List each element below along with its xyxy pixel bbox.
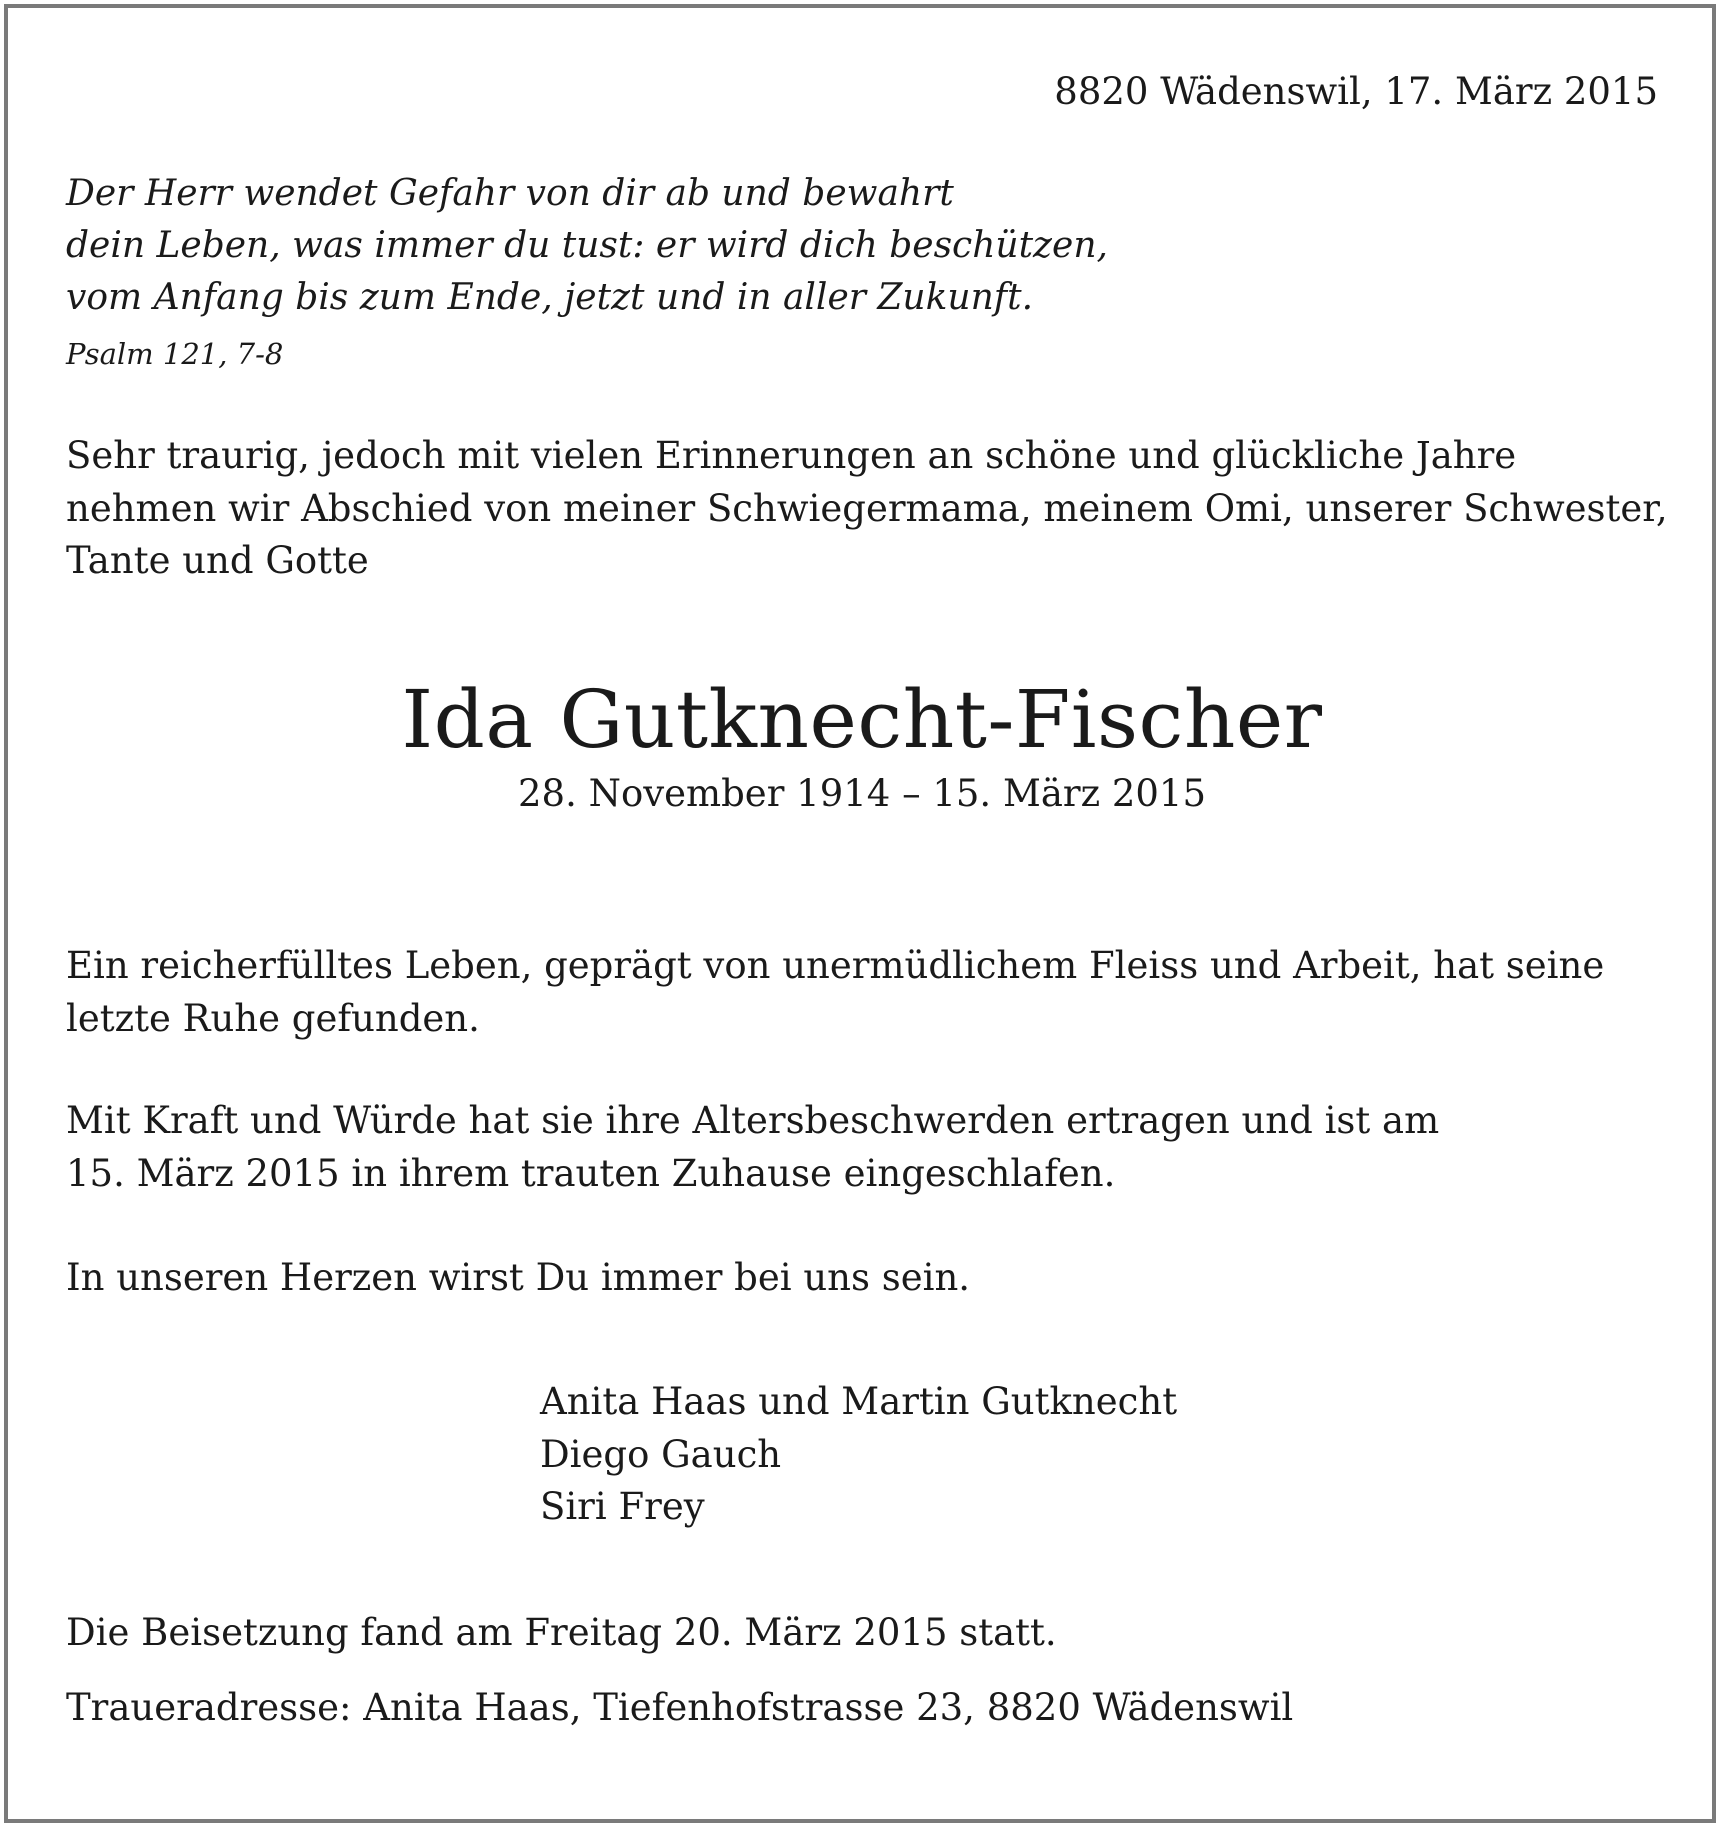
body-paragraph-3: In unseren Herzen wirst Du immer bei uns sein. bbox=[66, 1256, 971, 1299]
bible-verse bbox=[66, 168, 1108, 324]
deceased-name: Ida Gutknecht-Fischer bbox=[401, 673, 1323, 766]
verse-line: dein Leben, was immer du tust: er wird dich beschützen, bbox=[66, 225, 1108, 266]
verse-source: Psalm 121, 7-8 bbox=[66, 337, 284, 371]
intro-line: nehmen wir Abschied von meiner Schwiegermama, meinem Omi, unserer Schwester, bbox=[66, 486, 1668, 530]
signers-list bbox=[540, 1376, 1177, 1534]
verse-line: Der Herr wendet Gefahr von dir ab und bewahrt bbox=[66, 173, 954, 214]
dateline: 8820 Wädenswil, 17. März 2015 bbox=[1054, 70, 1658, 113]
intro-line: Tante und Gotte bbox=[66, 539, 369, 582]
paragraph-line: 15. März 2015 in ihrem trauten Zuhause eingeschlafen. bbox=[66, 1151, 1116, 1195]
paragraph-line: Ein reicherfülltes Leben, geprägt von unermüdlichem Fleiss und Arbeit, hat seine bbox=[66, 944, 1605, 987]
intro-line: Sehr traurig, jedoch mit vielen Erinnerungen an schöne und glückliche Jahre bbox=[66, 434, 1517, 477]
signer-name: Siri Frey bbox=[540, 1485, 705, 1528]
paragraph-line: letzte Ruhe gefunden. bbox=[66, 996, 480, 1040]
burial-notice: Die Beisetzung fand am Freitag 20. März 2015 statt. bbox=[66, 1611, 1057, 1654]
body-paragraph-1 bbox=[66, 940, 1604, 1045]
signer-name: Diego Gauch bbox=[540, 1432, 782, 1476]
paragraph-line: Mit Kraft und Würde hat sie ihre Altersbeschwerden ertragen und ist am bbox=[66, 1099, 1440, 1142]
signer-name: Anita Haas und Martin Gutknecht bbox=[540, 1380, 1178, 1423]
mourning-address: Traueradresse: Anita Haas, Tiefenhofstrasse 23, 8820 Wädenswil bbox=[66, 1686, 1294, 1729]
intro-paragraph bbox=[66, 430, 1668, 588]
body-paragraph-2 bbox=[66, 1095, 1439, 1200]
lifespan-dates: 28. November 1914 – 15. März 2015 bbox=[517, 772, 1206, 815]
verse-line: vom Anfang bis zum Ende, jetzt und in aller Zukunft. bbox=[66, 277, 1034, 318]
